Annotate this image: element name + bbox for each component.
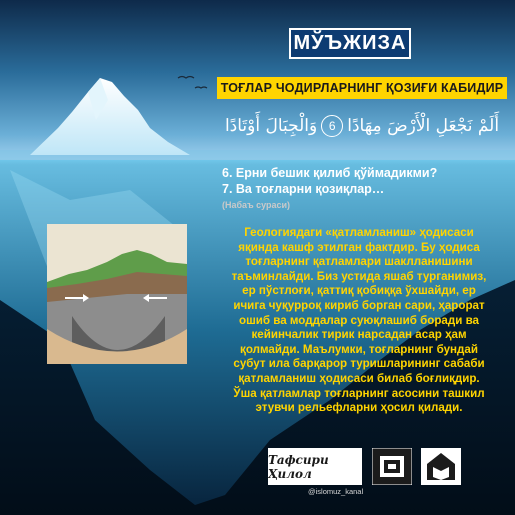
body-line: қатламланиш ҳодисаси билаб боғлиқдир. [238,371,480,385]
body-line: Геологиядаги «қатламланиш» ҳодисаси [244,226,474,239]
body-line: яқинда кашф этилган фактдир. Бу ҳодиса [238,240,480,254]
body-line: субут ила барқарор туришларининг сабаби [233,357,485,371]
body-line: ошиб ва моддалар суюқлашиб боради ва [238,313,480,327]
body-line: ер пўстлоғи, қаттиқ қобиққа ўхшайди, ер [242,284,476,298]
body-line: ичига чуқурроқ кириб борган сари, ҳарорат [233,298,485,312]
verse-translation-1: 6. Ерни бешик қилиб қўймадикми? [222,166,438,180]
body-line: этувчи рельефларни ҳосил қилади. [255,401,463,415]
book-house-logo [421,448,461,485]
arabic-verse [214,108,510,144]
tafsiri-hilol-logo: Тафсири Ҳилол [268,448,362,485]
verse-number-badge: 6 [321,115,343,137]
body-line: кейинчалик тирик нарсадан асар ҳам [251,328,467,342]
channel-handle: @islomuz_kanal [308,487,364,496]
body-line: Ўша қатламлар тоғларнинг асосини ташкил [233,386,485,400]
title-badge: МЎЪЖИЗА [289,28,411,59]
arabic-verse-part2: وَالْجِبَالَ أَوْتَادًا [224,116,318,136]
verse-translation-2: 7. Ва тоғларни қозиқлар… [222,182,385,196]
surah-source: (Набаъ сураси) [222,200,291,210]
body-line: қолмайди. Маълумки, тоғларнинг бундай [240,342,478,356]
arabic-verse-part1: أَلَمْ نَجْعَلِ الْأَرْضَ مِهَادًا [347,116,500,136]
kufic-calligraphy-logo [372,448,412,485]
seagull-icon [178,77,194,79]
body-line: таъминлайди. Биз устида яшаб турганимиз, [231,269,487,283]
subtitle-banner: ТОҒЛАР ЧОДИРЛАРНИНГ ҚОЗИҒИ КАБИДИР [217,77,507,99]
mountain-layer-diagram [47,224,187,364]
body-text [208,226,510,416]
body-line: тоғларнинг қатламлари шаклланишини [245,255,473,269]
